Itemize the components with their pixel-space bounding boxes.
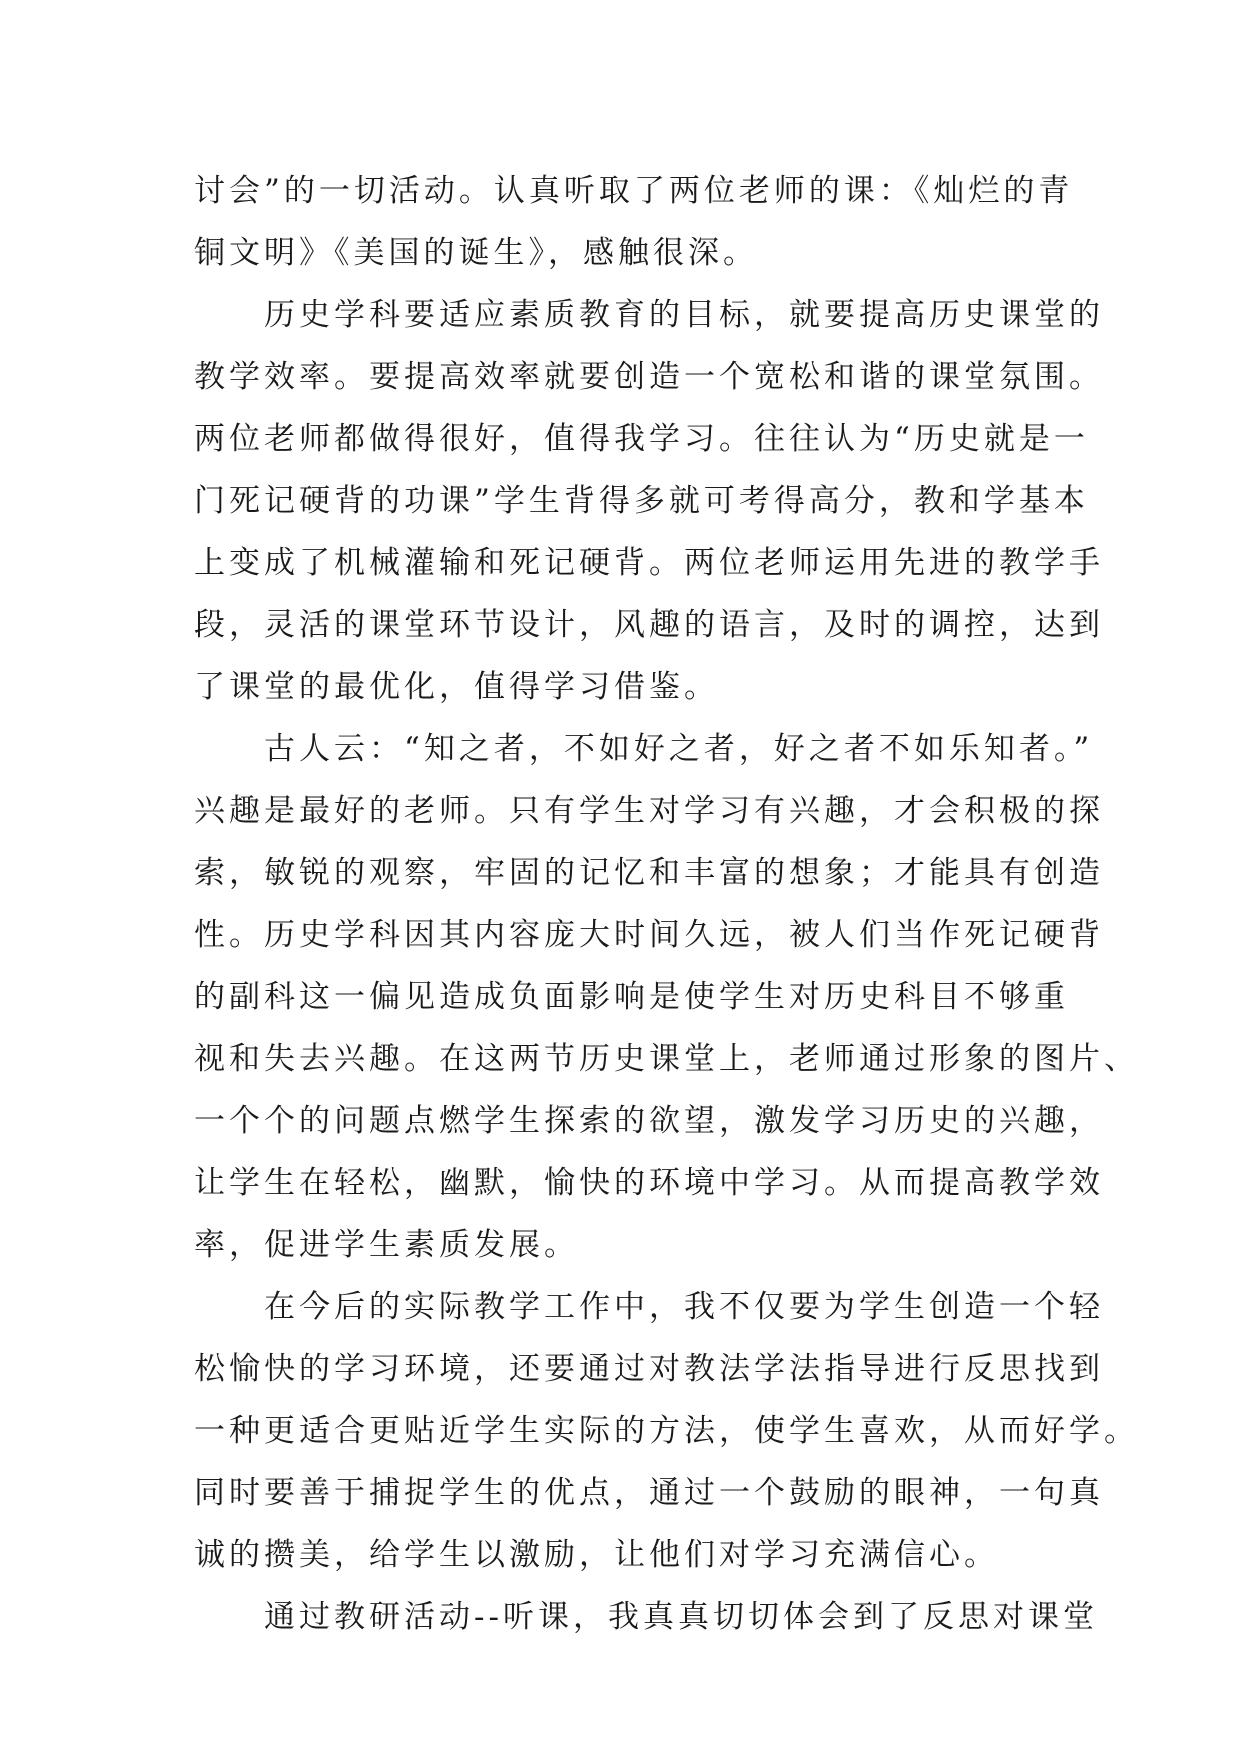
text-line: 在今后的实际教学工作中，我不仅要为学生创造一个轻 bbox=[194, 1289, 1104, 1325]
text-line: 诚的攒美，给学生以激励，让他们对学习充满信心。 bbox=[194, 1537, 999, 1573]
text-line: 教学效率。要提高效率就要创造一个宽松和谐的课堂氛围。 bbox=[194, 359, 1104, 395]
text-line: 上变成了机械灌输和死记硬背。两位老师运用先进的教学手 bbox=[194, 545, 1104, 581]
text-line: 让学生在轻松，幽默，愉快的环境中学习。从而提高教学效 bbox=[194, 1165, 1104, 1201]
text-line: 的副科这一偏见造成负面影响是使学生对历史科目不够重 bbox=[194, 979, 1069, 1015]
text-line: 一个个的问题点燃学生探索的欲望，激发学习历史的兴趣， bbox=[194, 1103, 1104, 1139]
text-line: 讨会”的一切活动。认真听取了两位老师的课：《灿烂的青 bbox=[194, 173, 1074, 209]
text-line: 索，敏锐的观察，牢固的记忆和丰富的想象；才能具有创造 bbox=[194, 855, 1104, 891]
text-line: 兴趣是最好的老师。只有学生对学习有兴趣，才会积极的探 bbox=[194, 793, 1104, 829]
text-line: 门死记硬背的功课”学生背得多就可考得高分，教和学基本 bbox=[194, 483, 1089, 519]
body-text bbox=[194, 160, 1139, 1648]
text-line: 视和失去兴趣。在这两节历史课堂上，老师通过形象的图片、 bbox=[194, 1041, 1139, 1077]
text-line: 铜文明》《美国的诞生》，感触很深。 bbox=[194, 235, 758, 271]
text-line: 古人云：“知之者，不如好之者，好之者不如乐知者。” bbox=[194, 731, 1094, 767]
text-line: 同时要善于捕捉学生的优点，通过一个鼓励的眼神，一句真 bbox=[194, 1475, 1104, 1511]
text-line: 了课堂的最优化，值得学习借鉴。 bbox=[194, 669, 719, 705]
text-line: 性。历史学科因其内容庞大时间久远，被人们当作死记硬背 bbox=[194, 917, 1104, 953]
text-line: 两位老师都做得很好，值得我学习。往往认为“历史就是一 bbox=[194, 421, 1089, 457]
text-line: 一种更适合更贴近学生实际的方法，使学生喜欢，从而好学。 bbox=[194, 1413, 1139, 1449]
text-line: 松愉快的学习环境，还要通过对教法学法指导进行反思找到 bbox=[194, 1351, 1104, 1387]
text-line: 率，促进学生素质发展。 bbox=[194, 1227, 579, 1263]
text-line: 历史学科要适应素质教育的目标，就要提高历史课堂的 bbox=[194, 297, 1104, 333]
text-line: 段，灵活的课堂环节设计，风趣的语言，及时的调控，达到 bbox=[194, 607, 1104, 643]
text-line: 通过教研活动--听课，我真真切切体会到了反思对课堂 bbox=[194, 1599, 1098, 1635]
